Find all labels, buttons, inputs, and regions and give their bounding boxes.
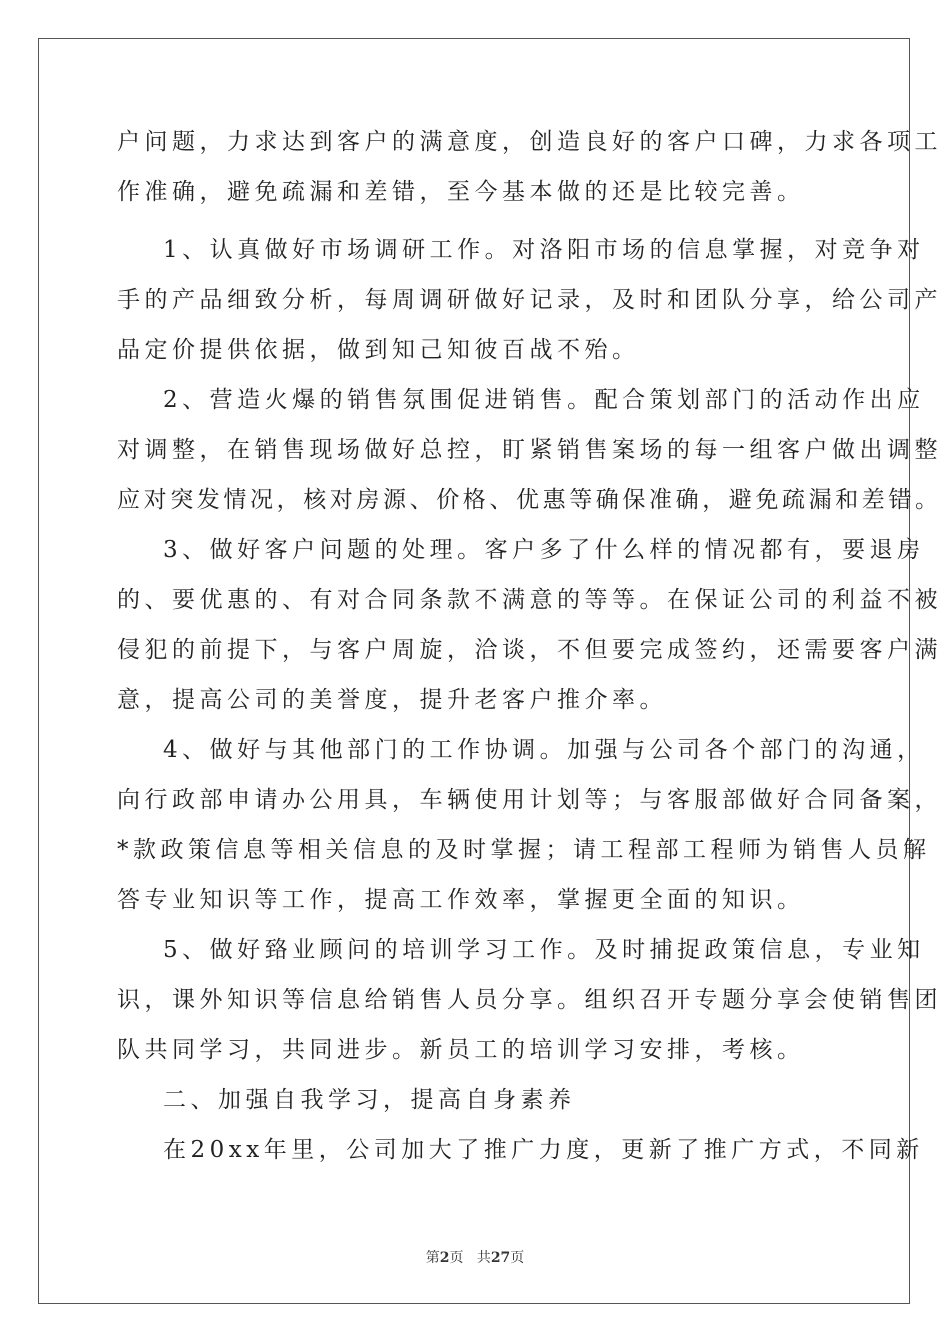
text-line: 品定价提供依据，做到知己知彼百战不殆。 <box>117 337 640 363</box>
text-line: 的、要优惠的、有对合同条款不满意的等等。在保证公司的利益不被 <box>117 587 942 613</box>
footer-total-prefix: 共 <box>476 1250 491 1266</box>
text-line: 意，提高公司的美誉度，提升老客户推介率。 <box>117 687 667 713</box>
text-line: 识，课外知识等信息给销售人员分享。组织召开专题分享会使销售团 <box>117 987 942 1013</box>
footer-total-suffix: 页 <box>510 1250 525 1266</box>
text-line: 作准确，避免疏漏和差错，至今基本做的还是比较完善。 <box>117 179 805 205</box>
paragraph-4-start: 4、做好与其他部门的工作协调。加强与公司各个部门的沟通， <box>163 737 925 763</box>
paragraph-5-start: 5、做好臵业顾问的培训学习工作。及时捕捉政策信息，专业知 <box>163 937 925 963</box>
text-line: 队共同学习，共同进步。新员工的培训学习安排，考核。 <box>117 1037 805 1063</box>
paragraph-2-start: 2、营造火爆的销售氛围促进销售。配合策划部门的活动作出应 <box>163 387 925 413</box>
paragraph-6-start: 在20xx年里，公司加大了推广力度，更新了推广方式，不同新 <box>163 1137 924 1163</box>
text-line: 户问题，力求达到客户的满意度，创造良好的客户口碑，力求各项工 <box>117 129 942 155</box>
text-line: 应对突发情况，核对房源、价格、优惠等确保准确，避免疏漏和差错。 <box>117 487 942 513</box>
footer-page-suffix: 页 <box>449 1250 464 1266</box>
paragraph-3-start: 3、做好客户问题的处理。客户多了什么样的情况都有，要退房 <box>163 537 925 563</box>
page-footer <box>0 1247 950 1267</box>
text-line: *款政策信息等相关信息的及时掌握；请工程部工程师为销售人员解 <box>117 837 931 863</box>
text-line: 答专业知识等工作，提高工作效率，掌握更全面的知识。 <box>117 887 805 913</box>
footer-page-number: 2 <box>439 1250 450 1266</box>
footer-prefix: 第 <box>425 1250 440 1266</box>
footer-total-pages: 27 <box>490 1250 511 1266</box>
text-line: 向行政部申请办公用具，车辆使用计划等；与客服部做好合同备案， <box>117 787 942 813</box>
paragraph-1-start: 1、认真做好市场调研工作。对洛阳市场的信息掌握，对竞争对 <box>163 237 925 263</box>
text-line: 侵犯的前提下，与客户周旋，洽谈，不但要完成签约，还需要客户满 <box>117 637 942 663</box>
text-line: 对调整，在销售现场做好总控，盯紧销售案场的每一组客户做出调整 <box>117 437 942 463</box>
section-heading: 二、加强自我学习，提高自身素养 <box>163 1087 576 1113</box>
text-line: 手的产品细致分析，每周调研做好记录，及时和团队分享，给公司产 <box>117 287 942 313</box>
